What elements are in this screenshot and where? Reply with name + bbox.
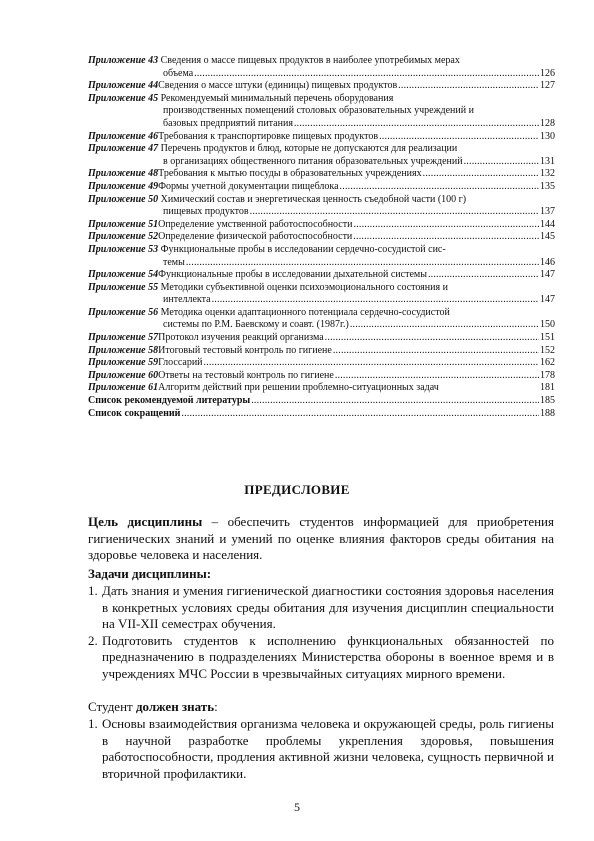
toc-entry	[88, 382, 555, 395]
know-list	[88, 716, 554, 782]
tasks-title: Задачи дисциплины:	[88, 566, 212, 581]
toc-leader	[194, 68, 539, 81]
toc-page-number: 144	[540, 218, 555, 230]
toc-text: Требования к транспортировке пищевых продуктов	[158, 130, 379, 142]
toc-text: производственных помещений столовых образовательных учреждений и	[163, 105, 474, 117]
toc-text: объема	[163, 67, 194, 79]
toc-page-number: 131	[540, 155, 555, 167]
toc-line	[88, 357, 555, 370]
toc-leader	[181, 408, 539, 421]
toc-entry	[88, 307, 555, 332]
toc-page-number: 147	[540, 269, 555, 281]
toc-text: Сведения о массе штуки (единицы) пищевых продуктов	[158, 80, 398, 92]
toc-label: Приложение 50	[88, 193, 159, 205]
toc-entry	[88, 80, 555, 93]
toc-entry	[88, 244, 555, 269]
toc-text: системы по Р.М. Баевскому и соавт. (1987г.)	[163, 319, 349, 331]
toc-text: Список сокращений	[88, 407, 181, 419]
toc-text: Список рекомендуемой литературы	[88, 395, 251, 407]
toc-line	[88, 307, 555, 320]
toc-page-number: 135	[540, 180, 555, 192]
toc-line	[88, 345, 555, 358]
toc-text: интеллекта	[163, 294, 211, 306]
toc-line	[88, 131, 555, 144]
toc-entry	[88, 181, 555, 194]
toc-label: Приложение 57	[88, 332, 159, 344]
toc-entry	[88, 370, 555, 383]
toc-text: Химический состав и энергетическая ценность съедобной части (100 г)	[160, 193, 467, 205]
toc-page-number: 132	[540, 168, 555, 180]
toc-entry	[88, 395, 555, 408]
toc-text: Определение физической работоспособности	[158, 231, 353, 243]
toc-page-number: 127	[540, 80, 555, 92]
tasks-list	[88, 583, 554, 682]
toc-text: Требования к мытью посуды в образовательных учреждениях	[158, 168, 422, 180]
toc-line	[88, 332, 555, 345]
toc-page-number: 137	[540, 206, 555, 218]
toc-leader	[340, 181, 539, 194]
toc-text: в организациях общественного питания образовательных учреждений	[163, 155, 463, 167]
toc-label: Приложение 51	[88, 218, 159, 230]
toc-text: Глоссарий	[158, 357, 203, 369]
toc-label: Приложение 44	[88, 80, 159, 92]
toc-leader	[335, 370, 539, 383]
toc-line	[88, 231, 555, 244]
toc-line	[88, 168, 555, 181]
goal-label: Цель дисциплины	[88, 514, 203, 529]
toc-text: Методики субъективной оценки психоэмоционального состояния и	[160, 281, 448, 293]
list-number: 1.	[88, 716, 98, 731]
know-bold: должен знать	[135, 699, 215, 714]
toc-label: Приложение 56	[88, 306, 159, 318]
toc-leader	[350, 319, 539, 332]
toc-line	[88, 93, 555, 106]
toc-leader	[464, 156, 539, 169]
toc-leader	[353, 219, 539, 232]
list-text: Подготовить студентов к исполнению функциональных обязанностей по предназначению в подразделениях Министерства обороны в военное время и в учреждениях МЧС России в чрезвычайных ситуациях мирного времени.	[102, 632, 554, 681]
toc-entry	[88, 55, 555, 80]
toc-line-continued	[88, 257, 555, 270]
toc-page-number: 152	[540, 344, 555, 356]
toc-line	[88, 80, 555, 93]
toc-leader	[212, 294, 539, 307]
toc-line	[88, 382, 555, 395]
toc-text: пищевых продуктов	[163, 206, 249, 218]
toc-line-continued	[88, 105, 555, 118]
toc-page-number: 146	[540, 256, 555, 268]
toc-leader	[398, 80, 539, 93]
goal-text: – обеспечить студентов информацией для приобретения гигиенических знаний и умений по оценке влияния факторов среды обитания на здоровье человека и населения.	[88, 514, 554, 562]
toc-line	[88, 143, 555, 156]
page-number: 5	[294, 800, 300, 814]
list-text: Дать знания и умения гигиенической диагностики состояния здоровья населения в конкретных условиях среды обитания для изучения дисциплин специальности на VII-XII семестрах обучения.	[102, 583, 554, 631]
toc-entry	[88, 143, 555, 168]
toc-text: Рекомендуемый минимальный перечень оборудования	[160, 92, 394, 104]
toc-line-continued	[88, 206, 555, 219]
toc-text: Перечень продуктов и блюд, которые не допускаются для реализации	[160, 143, 458, 155]
goal-paragraph	[88, 514, 554, 564]
toc-line	[88, 269, 555, 282]
toc-label: Приложение 52	[88, 231, 159, 243]
toc-leader	[428, 269, 539, 282]
toc-entry	[88, 131, 555, 144]
toc-label: Приложение 47	[88, 143, 159, 155]
toc-entry	[88, 93, 555, 131]
toc-label: Приложение 49	[88, 180, 159, 192]
toc-entry	[88, 269, 555, 282]
toc-page-number: 145	[540, 231, 555, 243]
toc-leader	[186, 257, 539, 270]
table-of-contents	[88, 55, 555, 420]
toc-label: Приложение 43	[88, 55, 159, 66]
toc-text: Методика оценки адаптационного потенциала сердечно-сосудистой	[160, 306, 450, 318]
toc-label: Приложение 54	[88, 269, 159, 281]
toc-entry	[88, 194, 555, 219]
toc-leader	[423, 168, 539, 181]
toc-text: Ответы на тестовый контроль по гигиене	[158, 369, 334, 381]
toc-page-number: 188	[540, 407, 555, 419]
toc-page-number: 178	[540, 369, 555, 381]
toc-page-number: 151	[540, 332, 555, 344]
toc-entry	[88, 357, 555, 370]
toc-page-number: 147	[540, 294, 555, 306]
toc-leader	[353, 231, 539, 244]
toc-line-continued	[88, 319, 555, 332]
toc-entry	[88, 168, 555, 181]
toc-text: Сведения о массе пищевых продуктов в наиболее употребимых мерах	[160, 55, 460, 66]
toc-line	[88, 194, 555, 207]
toc-line	[88, 282, 555, 295]
toc-line	[88, 370, 555, 383]
toc-text: Протокол изучения реакций организма	[158, 332, 324, 344]
toc-leader	[294, 118, 539, 131]
toc-text: Определение умственной работоспособности	[158, 218, 353, 230]
toc-page-number: 162	[540, 357, 555, 369]
toc-text: базовых предприятий питания	[163, 117, 293, 129]
toc-line-continued	[88, 118, 555, 131]
toc-entry	[88, 332, 555, 345]
toc-label: Приложение 45	[88, 92, 159, 104]
toc-page-number: 150	[540, 319, 555, 331]
list-item	[88, 583, 554, 633]
toc-page-number: 181	[540, 382, 555, 394]
toc-entry	[88, 282, 555, 307]
toc-text: Функциональные пробы в исследовании дыхательной системы	[158, 269, 427, 281]
list-number: 1.	[88, 583, 98, 598]
toc-text: Итоговый тестовый контроль по гигиене	[158, 344, 332, 356]
toc-label: Приложение 53	[88, 243, 159, 255]
know-title	[88, 699, 554, 716]
toc-line-continued	[88, 68, 555, 81]
list-number: 2.	[88, 632, 98, 648]
toc-text: Функциональные пробы в исследовании сердечно-сосудистой сис-	[160, 243, 446, 255]
toc-page-number: 130	[540, 130, 555, 142]
know-prefix: Студент	[88, 699, 136, 714]
toc-page-number: 185	[540, 395, 555, 407]
section-heading: ПРЕДИСЛОВИЕ	[244, 482, 350, 497]
toc-label: Приложение 48	[88, 168, 159, 180]
toc-line	[88, 55, 555, 68]
toc-line	[88, 181, 555, 194]
toc-leader	[251, 395, 539, 408]
toc-label: Приложение 60	[88, 369, 159, 381]
toc-entry	[88, 231, 555, 244]
list-item	[88, 633, 554, 683]
toc-entry	[88, 408, 555, 421]
toc-label: Приложение 59	[88, 357, 159, 369]
toc-text: Формы учетной документации пищеблока	[158, 180, 339, 192]
toc-label: Приложение 61	[88, 382, 159, 394]
toc-text: Алгоритм действий при решении проблемно-ситуационных задач	[158, 382, 439, 394]
list-item	[88, 716, 554, 782]
toc-leader	[250, 206, 539, 219]
toc-line	[88, 244, 555, 257]
toc-leader	[325, 332, 539, 345]
toc-entry	[88, 219, 555, 232]
toc-leader	[204, 357, 539, 370]
toc-line-continued	[88, 156, 555, 169]
know-suffix: :	[214, 699, 218, 714]
toc-leader	[333, 345, 539, 358]
toc-page-number: 126	[540, 67, 555, 79]
toc-entry	[88, 345, 555, 358]
toc-leader	[379, 131, 539, 144]
toc-label: Приложение 46	[88, 130, 159, 142]
toc-line-continued	[88, 294, 555, 307]
toc-text: темы	[163, 256, 185, 268]
toc-line	[88, 219, 555, 232]
toc-label: Приложение 55	[88, 281, 159, 293]
toc-page-number: 128	[540, 117, 555, 129]
toc-label: Приложение 58	[88, 344, 159, 356]
list-text: Основы взаимодействия организма человека и окружающей среды, роль гигиены в научной разработке проблемы укрепления здоровья, повышения работоспособности, продления активной жизни человека, сущность первичной и вторичной профилактики.	[102, 716, 554, 781]
